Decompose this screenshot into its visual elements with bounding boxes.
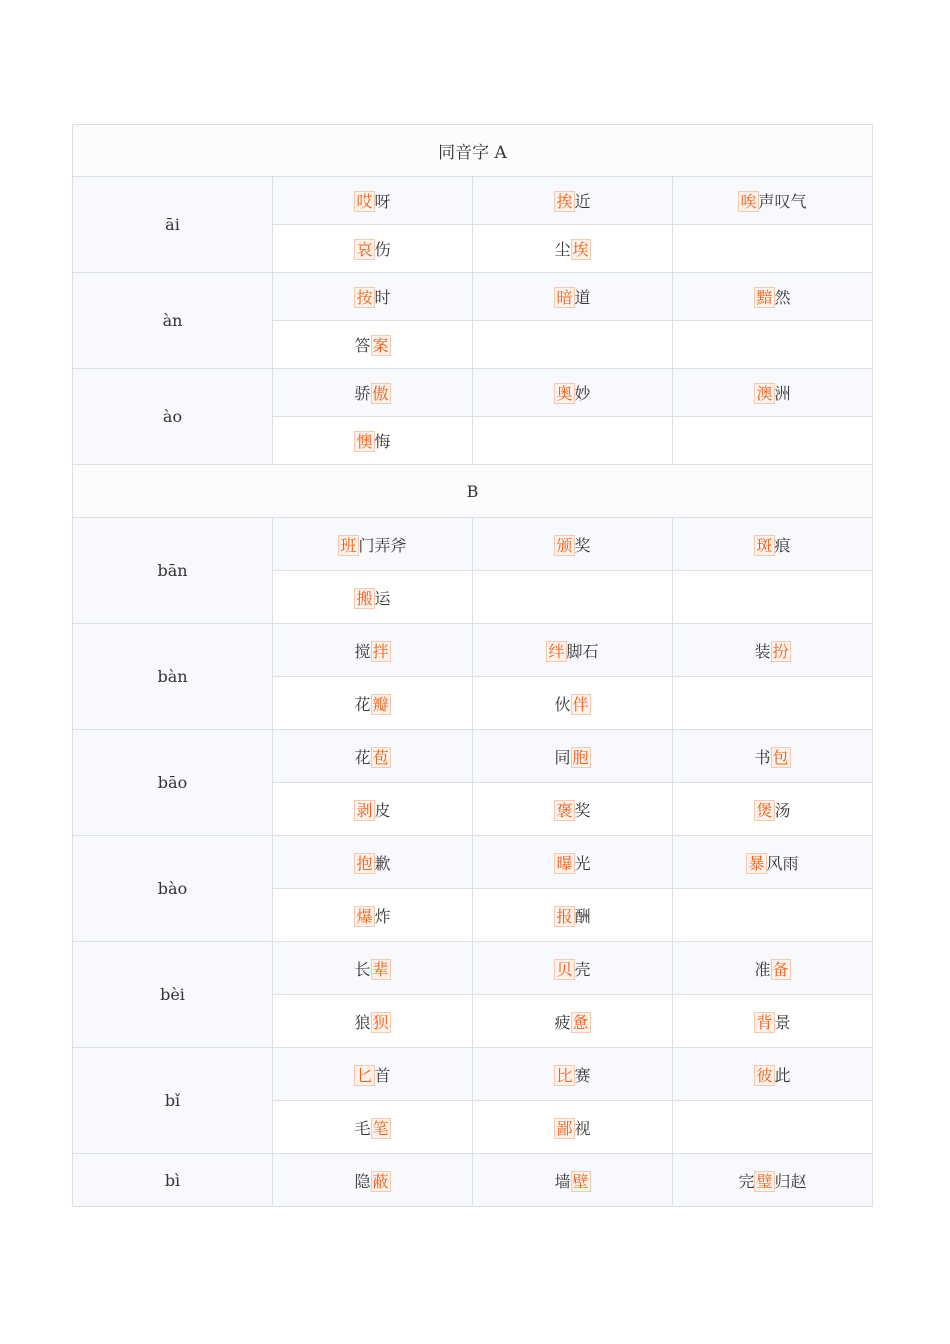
highlighted-character: 案 [372,336,389,355]
word-cell [273,783,473,836]
word-suffix: 景 [774,1012,791,1032]
pinyin-cell: ào [73,369,273,465]
word-suffix: 首 [374,1065,391,1085]
highlighted-character: 暗 [556,288,573,307]
table-row [73,518,873,571]
word-cell [673,836,873,889]
table-row [73,1154,873,1207]
table-row [73,177,873,225]
word-cell [473,995,673,1048]
highlighted-character: 暴 [748,853,765,873]
highlighted-character: 黯 [756,288,773,307]
word-suffix: 此 [774,1065,791,1085]
word-cell [273,836,473,889]
word-prefix: 书 [754,747,771,767]
word-cell [273,321,473,369]
word-cell [673,730,873,783]
empty-cell [473,571,673,624]
highlighted-character: 懊 [356,432,373,451]
word-cell [473,225,673,273]
word-suffix: 近 [574,192,591,211]
word-prefix: 答 [354,336,371,355]
highlighted-character: 斑 [756,535,773,555]
word-suffix: 奖 [574,535,591,555]
word-suffix: 洲 [774,384,791,403]
word-prefix: 墙 [554,1171,571,1191]
word-suffix: 悔 [374,432,391,451]
empty-cell [473,417,673,465]
word-suffix: 呀 [374,192,391,211]
word-suffix: 妙 [574,384,591,403]
word-cell [473,1101,673,1154]
highlighted-character: 蔽 [372,1171,389,1191]
word-cell [673,942,873,995]
homophone-table-body [73,125,873,1207]
word-prefix: 尘 [554,240,571,259]
word-cell [673,518,873,571]
word-cell [673,273,873,321]
empty-cell [673,571,873,624]
highlighted-character: 埃 [572,240,589,259]
homophone-table-container [72,124,873,1207]
word-cell [473,1048,673,1101]
highlighted-character: 绊 [548,641,565,661]
highlighted-character: 鄙 [556,1118,573,1138]
highlighted-character: 班 [340,535,357,555]
highlighted-character: 壁 [572,1171,589,1191]
pinyin-cell: bān [73,518,273,624]
empty-cell [673,889,873,942]
word-suffix: 歉 [374,853,391,873]
word-cell [273,730,473,783]
word-suffix: 赛 [574,1065,591,1085]
word-suffix: 痕 [774,535,791,555]
pinyin-cell: āi [73,177,273,273]
highlighted-character: 比 [556,1065,573,1085]
table-row [73,369,873,417]
word-cell [273,518,473,571]
word-cell [473,730,673,783]
highlighted-character: 匕 [356,1065,373,1085]
word-prefix: 长 [354,959,371,979]
highlighted-character: 拌 [372,641,389,661]
highlighted-character: 抱 [356,853,373,873]
word-prefix: 毛 [354,1118,371,1138]
highlighted-character: 笔 [372,1118,389,1138]
word-suffix: 奖 [574,800,591,820]
table-row [73,730,873,783]
highlighted-character: 狈 [372,1012,389,1032]
word-cell [473,783,673,836]
empty-cell [673,321,873,369]
pinyin-cell: bàn [73,624,273,730]
word-cell [273,177,473,225]
word-cell [673,369,873,417]
word-suffix: 光 [574,853,591,873]
highlighted-character: 贝 [556,959,573,979]
highlighted-character: 璧 [756,1171,773,1191]
highlighted-character: 背 [756,1012,773,1032]
highlighted-character: 曝 [556,853,573,873]
word-cell [473,624,673,677]
highlighted-character: 惫 [572,1012,589,1032]
word-suffix: 壳 [574,959,591,979]
highlighted-character: 报 [556,906,573,926]
word-suffix: 酬 [574,906,591,926]
word-cell [273,225,473,273]
empty-cell [673,417,873,465]
word-cell [273,1101,473,1154]
word-suffix: 归赵 [774,1171,807,1191]
table-row [73,836,873,889]
word-suffix: 视 [574,1118,591,1138]
highlighted-character: 煲 [756,800,773,820]
word-suffix: 汤 [774,800,791,820]
word-cell [673,624,873,677]
table-row [73,273,873,321]
highlighted-character: 包 [772,747,789,767]
empty-cell [673,225,873,273]
highlighted-character: 哀 [356,240,373,259]
word-cell [473,369,673,417]
pinyin-cell: bāo [73,730,273,836]
table-row [73,624,873,677]
word-cell [273,942,473,995]
word-suffix: 风雨 [766,853,799,873]
highlighted-character: 剥 [356,800,373,820]
word-suffix: 道 [574,288,591,307]
word-cell [473,889,673,942]
highlighted-character: 彼 [756,1065,773,1085]
table-row [73,1048,873,1101]
word-prefix: 骄 [354,384,371,403]
word-suffix: 脚石 [566,641,599,661]
word-cell [673,1154,873,1207]
word-cell [273,273,473,321]
section-title: 同音字 A [73,125,873,177]
highlighted-character: 按 [356,288,373,307]
word-cell [273,995,473,1048]
highlighted-character: 搬 [356,588,373,608]
word-cell [273,677,473,730]
highlighted-character: 哎 [356,192,373,211]
word-prefix: 花 [354,747,371,767]
word-cell [673,177,873,225]
highlighted-character: 伴 [572,694,589,714]
pinyin-cell: bǐ [73,1048,273,1154]
word-suffix: 伤 [374,240,391,259]
highlighted-character: 扮 [772,641,789,661]
word-cell [473,942,673,995]
word-prefix: 准 [754,959,771,979]
word-cell [473,273,673,321]
empty-cell [673,1101,873,1154]
pinyin-cell: bèi [73,942,273,1048]
word-cell [473,677,673,730]
word-cell [273,889,473,942]
word-prefix: 隐 [354,1171,371,1191]
word-cell [273,417,473,465]
word-cell [473,1154,673,1207]
word-cell [273,571,473,624]
empty-cell [473,321,673,369]
section-title: B [73,465,873,518]
word-cell [273,624,473,677]
word-suffix: 皮 [374,800,391,820]
empty-cell [673,677,873,730]
word-cell [273,369,473,417]
highlighted-character: 傲 [372,384,389,403]
word-prefix: 狼 [354,1012,371,1032]
highlighted-character: 奥 [556,384,573,403]
highlighted-character: 苞 [372,747,389,767]
pinyin-cell: àn [73,273,273,369]
word-prefix: 伙 [554,694,571,714]
section-header-row [73,465,873,518]
word-cell [473,518,673,571]
word-prefix: 搅 [354,641,371,661]
word-cell [673,1048,873,1101]
table-row [73,942,873,995]
word-prefix: 装 [754,641,771,661]
word-cell [473,836,673,889]
word-cell [273,1154,473,1207]
section-header-row [73,125,873,177]
highlighted-character: 挨 [556,192,573,211]
word-suffix: 然 [774,288,791,307]
highlighted-character: 辈 [372,959,389,979]
highlighted-character: 褒 [556,800,573,820]
word-prefix: 疲 [554,1012,571,1032]
word-prefix: 花 [354,694,371,714]
highlighted-character: 胞 [572,747,589,767]
pinyin-cell: bào [73,836,273,942]
highlighted-character: 澳 [756,384,773,403]
word-suffix: 运 [374,588,391,608]
word-suffix: 门弄斧 [358,535,407,555]
homophone-table [72,124,873,1207]
word-cell [273,1048,473,1101]
word-prefix: 完 [738,1171,755,1191]
word-suffix: 炸 [374,906,391,926]
highlighted-character: 瓣 [372,694,389,714]
word-suffix: 声叹气 [758,192,807,211]
highlighted-character: 备 [772,959,789,979]
word-prefix: 同 [554,747,571,767]
word-cell [473,177,673,225]
word-cell [673,783,873,836]
word-suffix: 时 [374,288,391,307]
highlighted-character: 颁 [556,535,573,555]
pinyin-cell: bì [73,1154,273,1207]
highlighted-character: 爆 [356,906,373,926]
word-cell [673,995,873,1048]
highlighted-character: 唉 [740,192,757,211]
